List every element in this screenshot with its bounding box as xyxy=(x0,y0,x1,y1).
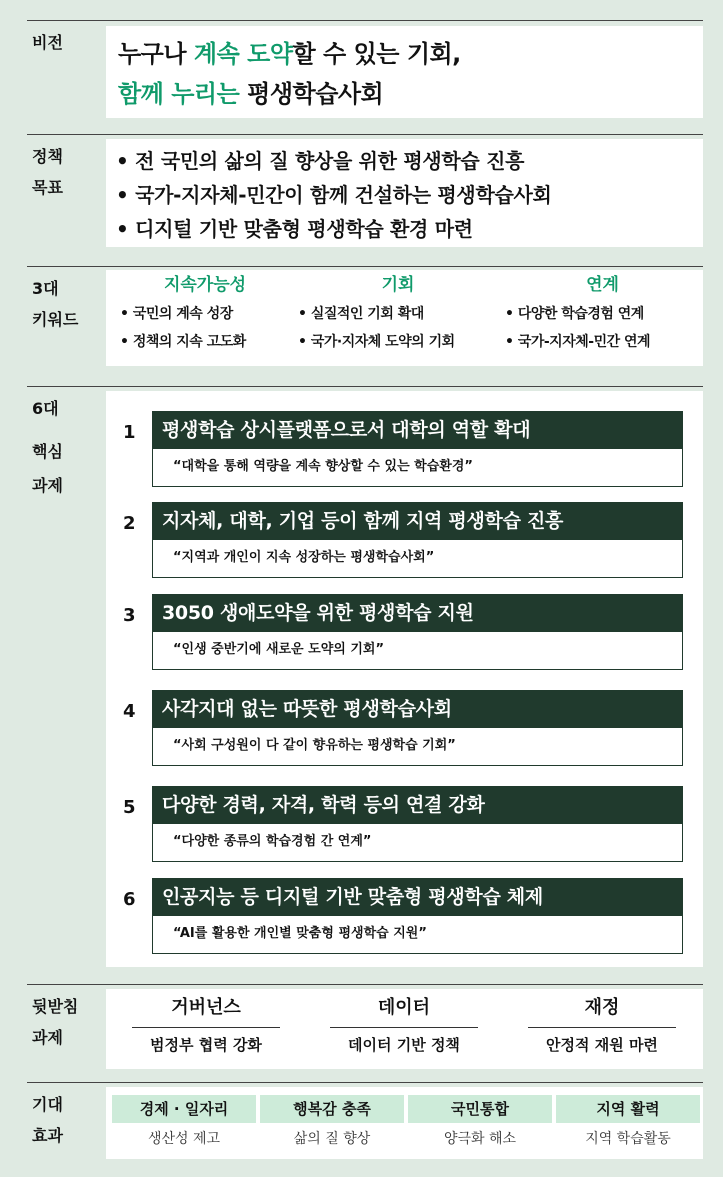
keyword-title: 기회 xyxy=(381,275,415,295)
effect-item: 지역 학습활동 xyxy=(585,1131,671,1147)
tasks-label-count: 6대 xyxy=(32,399,59,418)
vision-line-2 xyxy=(118,74,383,109)
task-number: 1 xyxy=(123,422,136,443)
effects-section xyxy=(27,1082,703,1163)
keyword-item: • 국가·지자체 도약의 기회 xyxy=(298,334,455,350)
effects-label: 기대 효과 xyxy=(32,1095,63,1145)
support-section xyxy=(27,984,703,1073)
effect-column xyxy=(408,1095,552,1155)
keyword-title: 연계 xyxy=(586,275,619,295)
goal-item: • 전 국민의 삶의 질 향상을 위한 평생학습 진흥 xyxy=(116,149,525,173)
task-number: 3 xyxy=(123,605,136,626)
support-item: 데이터 기반 정책 xyxy=(348,1036,460,1054)
effects-box xyxy=(106,1087,703,1159)
task-quote: “인생 중반기에 새로운 도약의 기회” xyxy=(152,632,683,670)
vision-accent-text: 계속 도약 xyxy=(193,40,293,68)
vision-label: 비전 xyxy=(32,33,63,52)
support-title: 데이터 xyxy=(330,989,478,1028)
vision-text: 누구나 xyxy=(118,40,194,68)
tasks-box xyxy=(106,391,703,967)
keyword-column xyxy=(505,270,700,356)
task-number: 6 xyxy=(123,889,136,910)
keywords-label: 3대 키워드 xyxy=(32,279,79,329)
task-quote: “다양한 종류의 학습경험 간 연계” xyxy=(152,824,683,862)
goals-box xyxy=(106,139,703,247)
task-title: 평생학습 상시플랫폼으로서 대학의 역할 확대 xyxy=(152,411,683,449)
effect-title: 국민통합 xyxy=(408,1095,552,1123)
task-number: 5 xyxy=(123,797,136,818)
support-item: 범정부 협력 강화 xyxy=(150,1036,262,1054)
tasks-label: 핵심 과제 xyxy=(32,442,63,495)
effect-item: 양극화 해소 xyxy=(443,1131,517,1147)
task-title: 다양한 경력, 자격, 학력 등의 연결 강화 xyxy=(152,786,683,824)
task-title: 사각지대 없는 따뜻한 평생학습사회 xyxy=(152,690,683,728)
keyword-title: 지속가능성 xyxy=(163,275,247,295)
goals-label: 정책 목표 xyxy=(32,147,63,197)
support-column xyxy=(528,989,676,1062)
effect-title: 행복감 충족 xyxy=(260,1095,404,1123)
task-number: 4 xyxy=(123,701,136,722)
vision-text: 할 수 있는 기회, xyxy=(292,40,461,68)
support-title: 재정 xyxy=(528,989,676,1028)
vision-accent-text: 함께 누리는 xyxy=(118,80,240,108)
keyword-column xyxy=(120,270,290,356)
goal-item: • 국가-지자체-민간이 함께 건설하는 평생학습사회 xyxy=(116,183,552,207)
effect-column xyxy=(112,1095,256,1155)
effect-item: 생산성 제고 xyxy=(147,1131,221,1147)
keyword-item: • 국가-지자체-민간 연계 xyxy=(505,334,651,350)
effect-column xyxy=(260,1095,404,1155)
keyword-column xyxy=(298,270,498,356)
keywords-section xyxy=(27,266,703,375)
support-column xyxy=(330,989,478,1062)
task-title: 3050 생애도약을 위한 평생학습 지원 xyxy=(152,594,683,632)
vision-text: 평생학습사회 xyxy=(239,80,384,108)
goal-item: • 디지털 기반 맞춤형 평생학습 환경 마련 xyxy=(116,217,473,241)
vision-section xyxy=(27,20,703,123)
task-quote: “사회 구성원이 다 같이 향유하는 평생학습 기회” xyxy=(152,728,683,766)
task-title: 지자체, 대학, 기업 등이 함께 지역 평생학습 진흥 xyxy=(152,502,683,540)
task-number: 2 xyxy=(123,513,136,534)
keywords-box xyxy=(106,270,703,366)
vision-line-1 xyxy=(118,34,461,69)
task-quote: “대학을 통해 역량을 계속 향상할 수 있는 학습환경” xyxy=(152,449,683,487)
support-box xyxy=(106,989,703,1069)
vision-box xyxy=(106,26,703,118)
tasks-section xyxy=(27,386,703,973)
effect-title: 경제 · 일자리 xyxy=(112,1095,256,1123)
goals-section xyxy=(27,134,703,257)
keyword-item: • 실질적인 기회 확대 xyxy=(298,306,424,322)
keyword-item: • 다양한 학습경험 연계 xyxy=(505,306,644,322)
support-column xyxy=(132,989,280,1062)
keyword-item: • 정책의 지속 고도화 xyxy=(120,334,246,350)
keyword-item: • 국민의 계속 성장 xyxy=(120,306,233,322)
task-quote: “지역과 개인이 지속 성장하는 평생학습사회” xyxy=(152,540,683,578)
support-title: 거버넌스 xyxy=(132,989,280,1028)
effect-column xyxy=(556,1095,700,1155)
task-title: 인공지능 등 디지털 기반 맞춤형 평생학습 체제 xyxy=(152,878,683,916)
effect-item: 삶의 질 향상 xyxy=(293,1131,371,1147)
effect-title: 지역 활력 xyxy=(556,1095,700,1123)
task-quote: “AI를 활용한 개인별 맞춤형 평생학습 지원” xyxy=(152,916,683,954)
support-label: 뒷받침 과제 xyxy=(32,997,79,1047)
support-item: 안정적 재원 마련 xyxy=(546,1036,658,1054)
